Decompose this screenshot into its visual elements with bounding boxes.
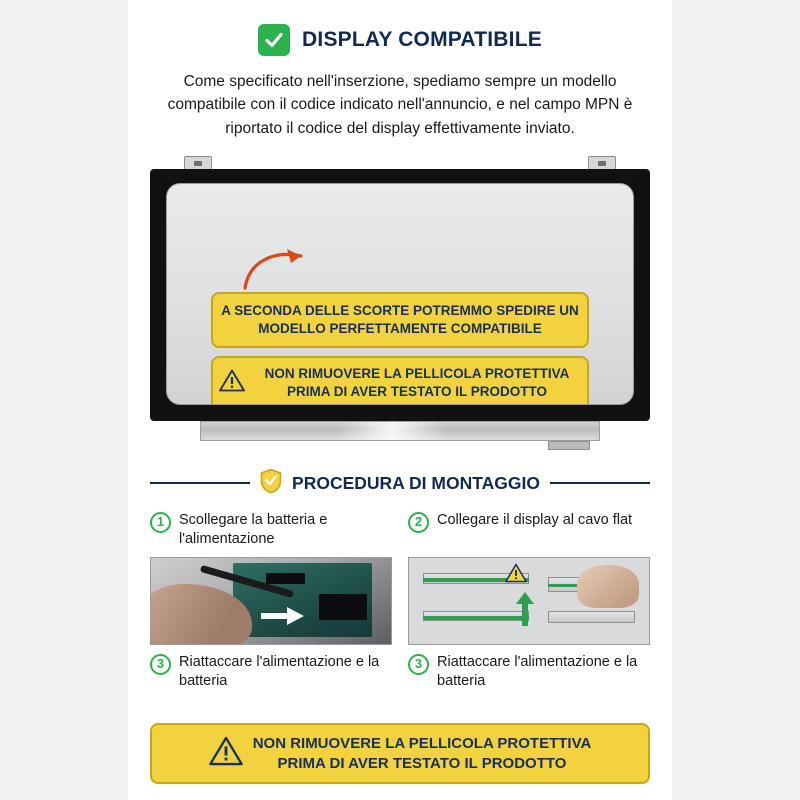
procedure-steps-row-1: [150, 511, 650, 645]
callout-protective-film: [211, 356, 589, 405]
callout-compatible-model: A SECONDA DELLE SCORTE POTREMMO SPEDIRE UN MODELLO PERFETTAMENTE COMPATIBILE: [211, 292, 589, 348]
procedure-steps-row-2: [150, 653, 650, 695]
warning-triangle-icon: [219, 369, 245, 397]
panel-bracket-right: [588, 156, 616, 170]
intro-paragraph: Come specificato nell'inserzione, spediamo sempre un modello compatibile con il codice indicato nell'annuncio, e nel campo MPN è riportato il codice del display effettivamente inviato.: [167, 73, 633, 137]
step-number: 3: [150, 654, 171, 675]
panel-foil-strip: [200, 421, 600, 441]
lcd-screen-surface: [166, 183, 634, 405]
step-label: [150, 653, 392, 695]
procedure-heading: [150, 468, 650, 499]
bottom-banner-line-2: PRIMA DI AVER TESTATO IL PRODOTTO: [277, 754, 567, 772]
step-number: 2: [408, 512, 429, 533]
warning-triangle-icon: [505, 563, 527, 588]
chip-graphic: [266, 573, 304, 584]
lcd-panel: [150, 169, 650, 421]
check-icon: [258, 24, 290, 56]
step-text: Collegare il display al cavo flat: [437, 511, 633, 528]
page-title: DISPLAY COMPATIBILE: [302, 28, 542, 51]
procedure-title: PROCEDURA DI MONTAGGIO: [292, 472, 540, 493]
warning-triangle-icon: [209, 736, 243, 772]
panel-connector: [548, 441, 590, 450]
header: [128, 24, 672, 56]
content-column: [128, 0, 672, 800]
step-label: [408, 653, 650, 695]
bottom-warning-banner: [150, 723, 650, 784]
right-margin-band: [672, 0, 800, 800]
step-number: 3: [408, 654, 429, 675]
heading-rule-right: [550, 482, 650, 484]
procedure-step: [150, 511, 392, 645]
step-text: Riattaccare l'alimentazione e la batteria: [179, 653, 380, 690]
step-number: 1: [150, 512, 171, 533]
curved-arrow-icon: [239, 244, 309, 290]
step-label: [150, 511, 392, 553]
procedure-step: [408, 511, 650, 645]
laptop-internals-photo: [150, 557, 392, 645]
panel-bracket-left: [184, 156, 212, 170]
white-arrow-icon: [261, 606, 305, 631]
up-arrow-icon: [515, 592, 535, 631]
connector-strip-graphic: [423, 616, 529, 619]
bottom-banner-line-1: NON RIMUOVERE LA PELLICOLA PROTETTIVA: [252, 735, 592, 752]
left-margin-band: [0, 0, 128, 800]
display-connector-graphic: [548, 611, 634, 623]
callout-protective-film-text: NON RIMUOVERE LA PELLICOLA PROTETTIVA PRIMA DI AVER TESTATO IL PRODOTTO: [264, 365, 570, 399]
chip-graphic: [319, 594, 367, 620]
step-text: Scollegare la batteria e l'alimentazione: [179, 511, 328, 548]
display-illustration: [150, 156, 650, 446]
flat-cable-photo: [408, 557, 650, 645]
heading-rule-left: [150, 482, 250, 484]
step-label: [408, 511, 650, 553]
shield-icon: [260, 468, 282, 499]
bottom-banner-text: [253, 734, 592, 773]
step-text: Riattaccare l'alimentazione e la batteria: [437, 653, 638, 690]
hand-graphic: [577, 565, 639, 608]
